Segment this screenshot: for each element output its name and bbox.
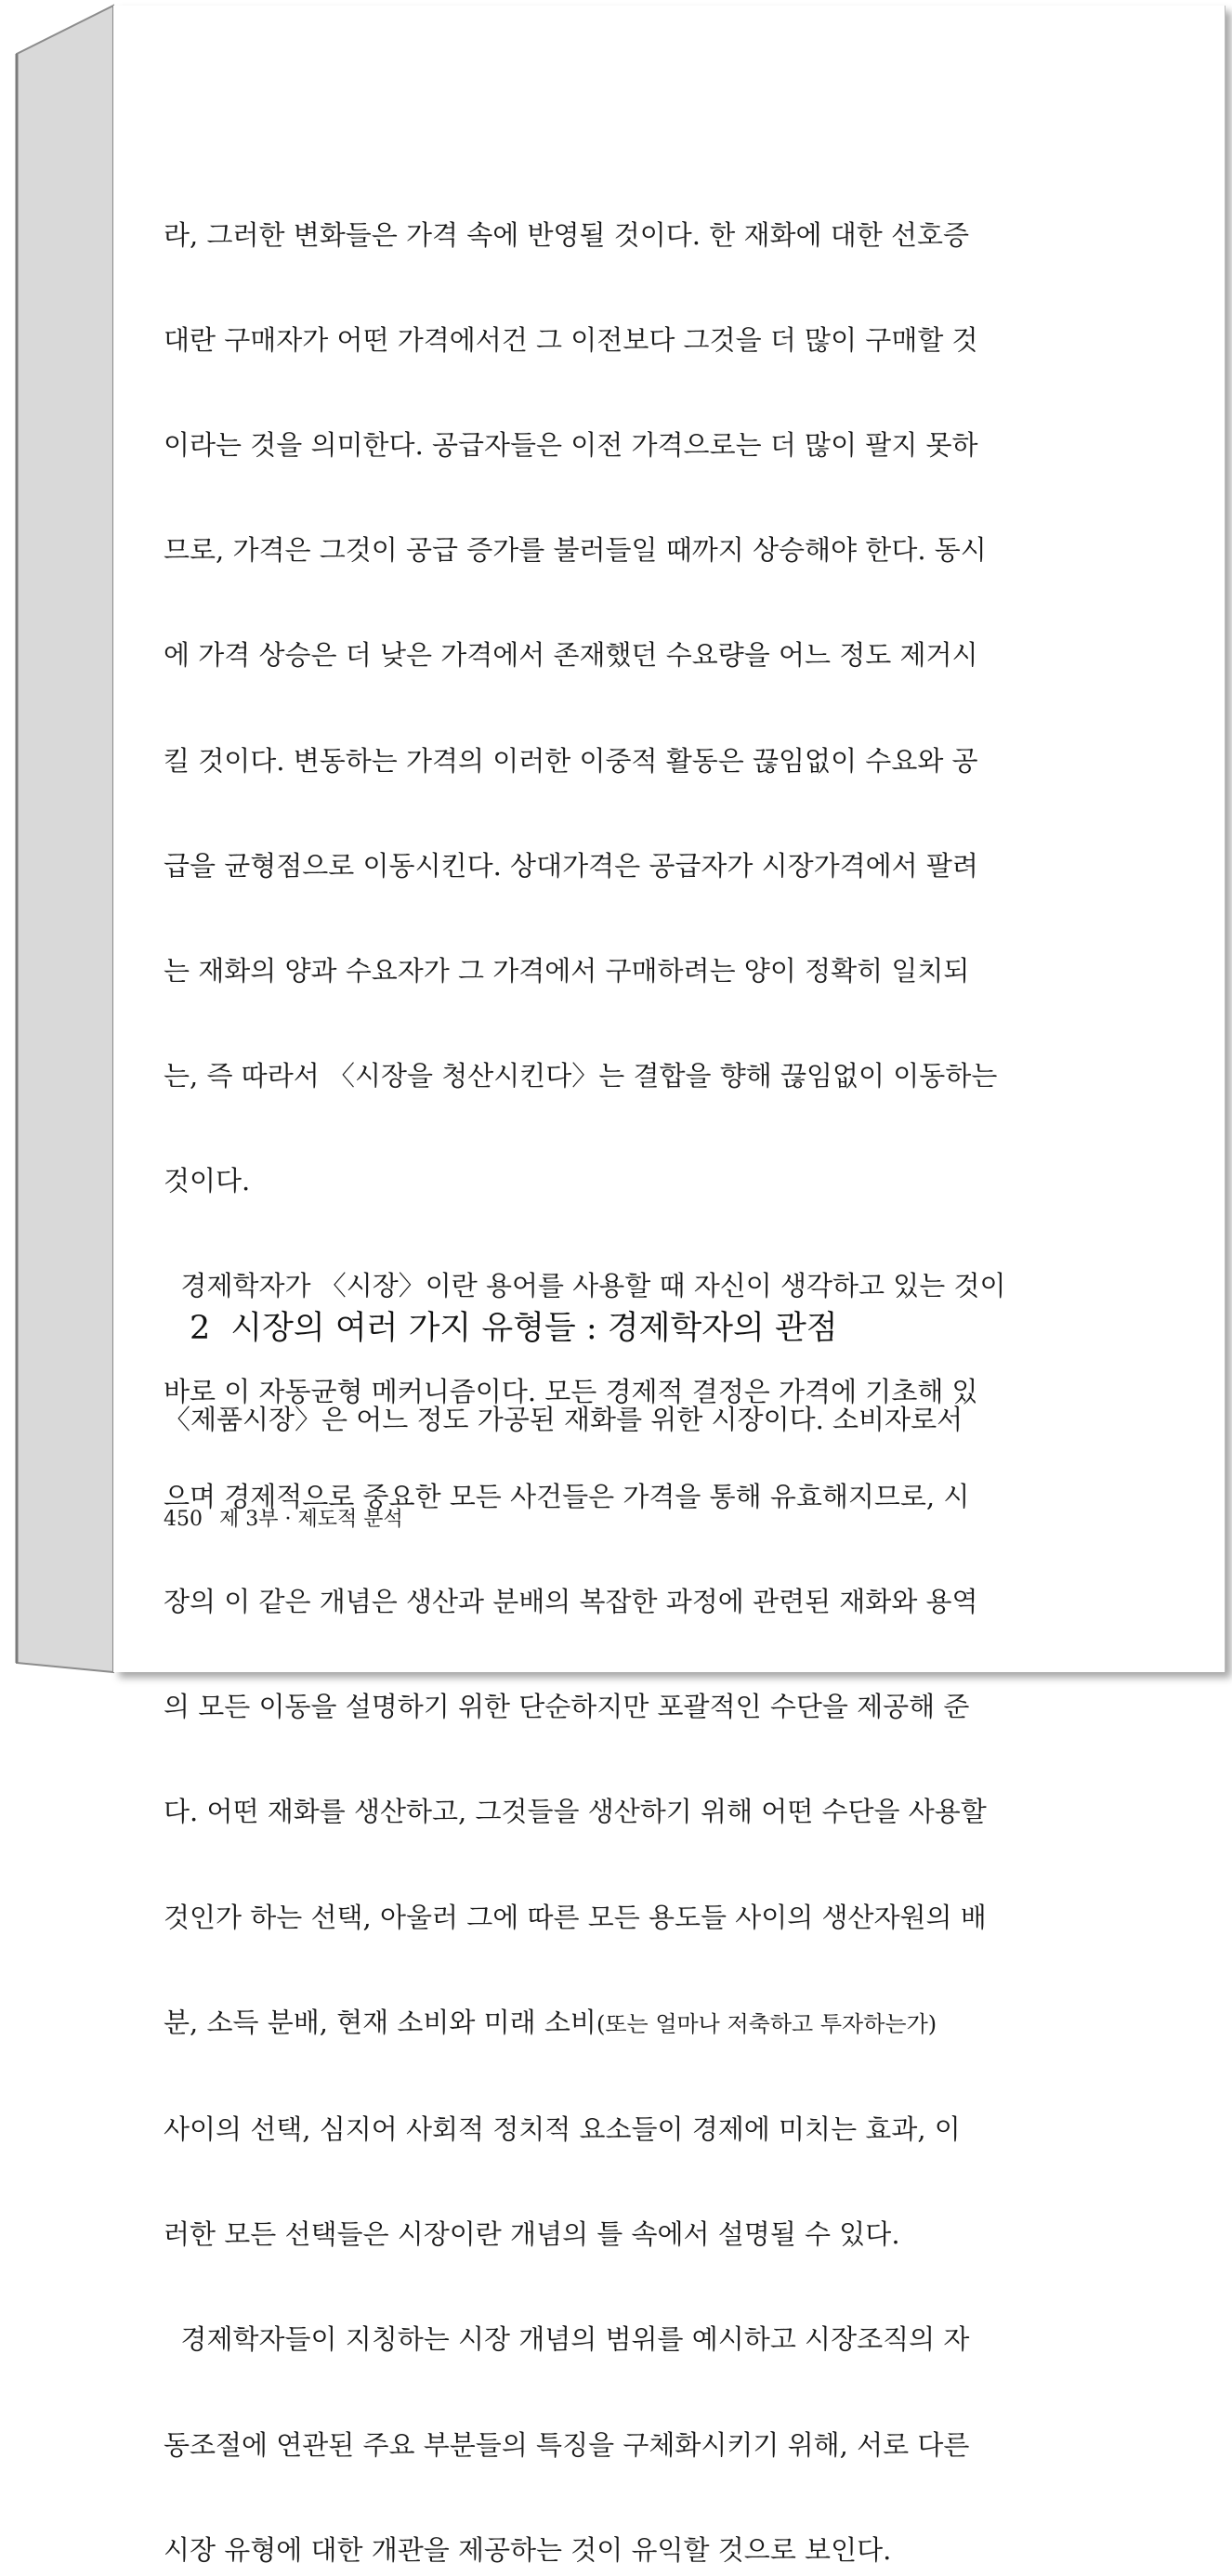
text-line: 는 재화의 양과 수요자가 그 가격에서 구매하려는 양이 정확히 일치되 bbox=[164, 954, 970, 987]
text-line: 동조절에 연관된 주요 부분들의 특징을 구체화시키기 위해, 서로 다른 bbox=[164, 2428, 970, 2461]
text-line: 의 모든 이동을 설명하기 위한 단순하지만 포괄적인 수단을 제공해 준 bbox=[164, 1691, 970, 1723]
text-line: 시장 유형에 대한 개관을 제공하는 것이 유익할 것으로 보인다. bbox=[164, 2533, 892, 2566]
text-line: 것인가 하는 선택, 아울러 그에 따른 모든 용도들 사이의 생산자원의 배 bbox=[164, 1901, 987, 1933]
text-line: 이라는 것을 의미한다. 공급자들은 이전 가격으로는 더 많이 팔지 못하 bbox=[164, 428, 978, 461]
text-line: 으며 경제적으로 중요한 모든 사건들은 가격을 통해 유효해지므로, 시 bbox=[164, 1480, 970, 1512]
section-number: 2 bbox=[190, 1310, 211, 1347]
book-side-face bbox=[17, 6, 113, 1672]
text-line: 므로, 가격은 그것이 공급 증가를 불러들일 때까지 상승해야 한다. 동시 bbox=[164, 534, 987, 567]
page-footer bbox=[164, 1503, 403, 1532]
paragraph-3 bbox=[164, 2261, 1109, 2576]
text-line: 경제학자들이 지칭하는 시장 개념의 범위를 예시하고 시장조직의 자 bbox=[164, 2323, 970, 2356]
text-line: 분, 소득 분배, 현재 소비와 미래 소비 bbox=[164, 2006, 596, 2038]
body-text bbox=[164, 156, 1109, 2576]
text-line: 러한 모든 선택들은 시장이란 개념의 틀 속에서 설명될 수 있다. bbox=[164, 2218, 900, 2251]
text-line: 사이의 선택, 심지어 사회적 정치적 요소들이 경제에 미치는 효과, 이 bbox=[164, 2112, 961, 2145]
text-line: 경제학자가 〈시장〉이란 용어를 사용할 때 자신이 생각하고 있는 것이 bbox=[164, 1270, 1006, 1302]
text-line: 장의 이 같은 개념은 생산과 분배의 복잡한 과정에 관련된 재화와 용역 bbox=[164, 1586, 978, 1618]
section-title: 시장의 여러 가지 유형들 : 경제학자의 관점 bbox=[230, 1310, 838, 1347]
running-head: 제 3부 · 제도적 분석 bbox=[219, 1508, 403, 1531]
text-line: 킬 것이다. 변동하는 가격의 이러한 이중적 활동은 끊임없이 수요와 공 bbox=[164, 744, 978, 777]
paragraph-4: 〈제품시장〉은 어느 정도 가공된 재화를 위한 시장이다. 소비자로서 bbox=[164, 1404, 963, 1435]
parenthetical-note: (또는 얼마나 저축하고 투자하는가) bbox=[596, 2010, 937, 2037]
paragraph-1 bbox=[164, 156, 1109, 1208]
text-line: 는, 즉 따라서 〈시장을 청산시킨다〉는 결합을 향해 끊임없이 이동하는 bbox=[164, 1060, 998, 1092]
text-line: 다. 어떤 재화를 생산하고, 그것들을 생산하기 위해 어떤 수단을 사용할 bbox=[164, 1796, 987, 1828]
text-line: 대란 구매자가 어떤 가격에서건 그 이전보다 그것을 더 많이 구매할 것 bbox=[164, 323, 978, 356]
text-line: 급을 균형점으로 이동시킨다. 상대가격은 공급자가 시장가격에서 팔려 bbox=[164, 849, 978, 882]
text-line: 것이다. bbox=[164, 1165, 251, 1197]
text-line: 바로 이 자동균형 메커니즘이다. 모든 경제적 결정은 가격에 기초해 있 bbox=[164, 1375, 978, 1407]
page-number: 450 bbox=[164, 1508, 203, 1531]
paragraph-2 bbox=[164, 1208, 1109, 2261]
text-line: 라, 그러한 변화들은 가격 속에 반영될 것이다. 한 재화에 대한 선호증 bbox=[164, 218, 969, 251]
section-heading bbox=[190, 1302, 838, 1349]
text-line: 에 가격 상승은 더 낮은 가격에서 존재했던 수요량을 어느 정도 제거시 bbox=[164, 639, 978, 672]
